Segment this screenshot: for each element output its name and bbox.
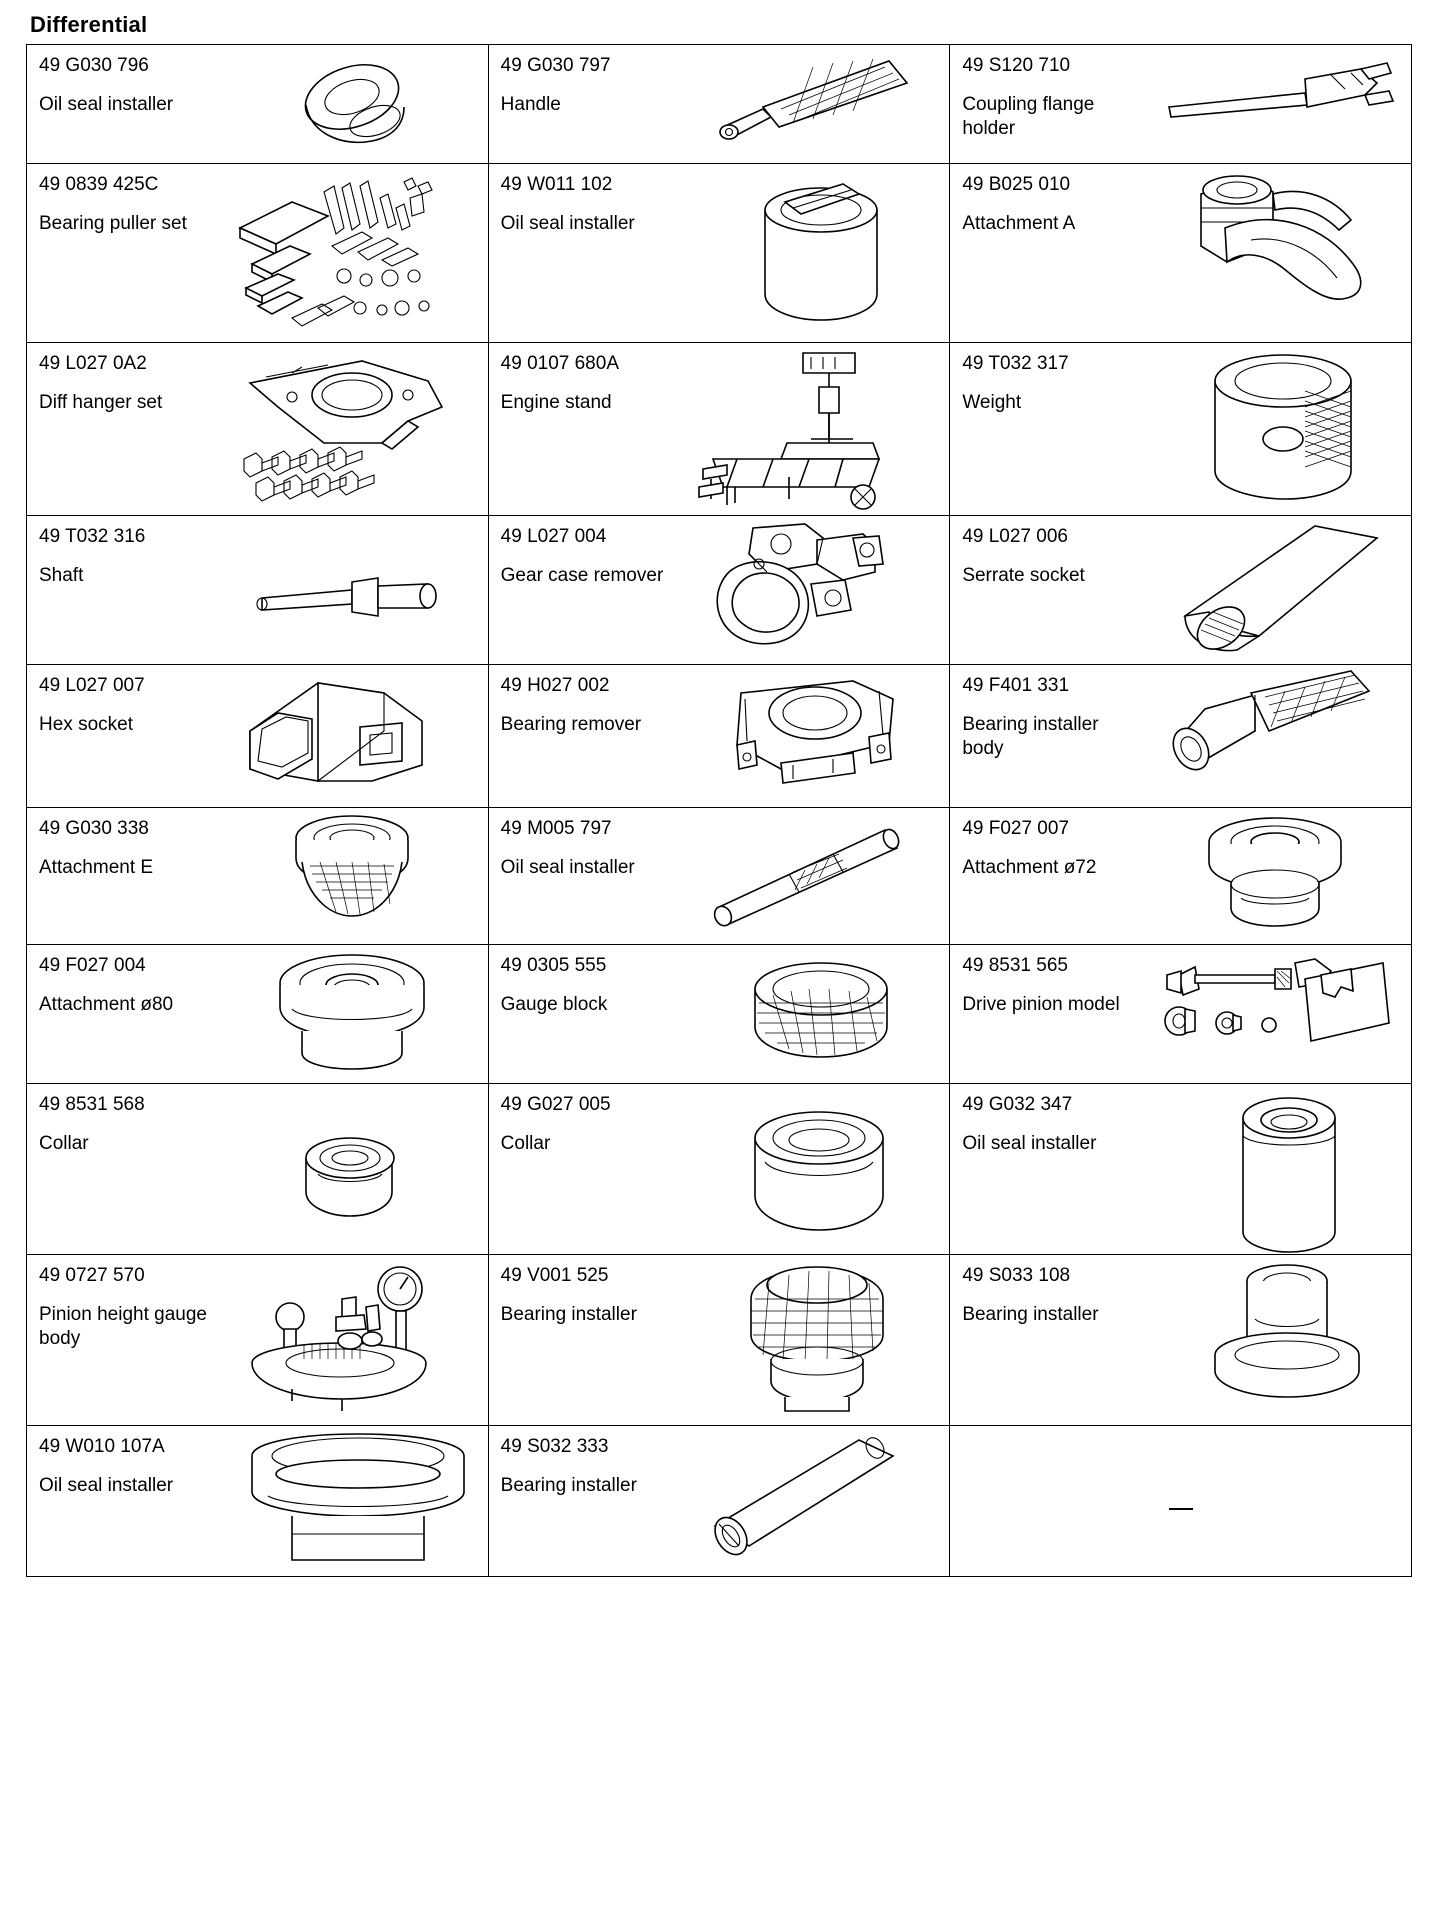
table-row	[27, 343, 1412, 516]
tool-code: 49 0107 680A	[500, 353, 619, 374]
table-row	[27, 945, 1412, 1084]
tool-cell	[488, 164, 950, 343]
tool-code: 49 L027 004	[500, 526, 607, 547]
tool-cell	[27, 45, 489, 164]
tool-desc: Drive pinion model	[962, 994, 1120, 1015]
tool-cell	[488, 1255, 950, 1426]
tool-cell	[27, 1426, 489, 1577]
tool-cell	[950, 516, 1412, 665]
tool-code: 49 L027 007	[39, 675, 145, 696]
tool-cell	[950, 1255, 1412, 1426]
tool-desc: Pinion height gauge body	[39, 1304, 207, 1349]
tool-desc: Oil seal installer	[962, 1133, 1097, 1154]
tool-desc: Gear case remover	[500, 565, 664, 586]
tool-code: 49 G027 005	[500, 1094, 611, 1115]
tool-desc: Bearing puller set	[39, 213, 187, 234]
tool-code: 49 S120 710	[962, 55, 1071, 76]
table-row	[27, 808, 1412, 945]
tool-code: 49 F027 004	[39, 955, 146, 976]
tool-desc: Attachment E	[39, 857, 154, 878]
tool-cell	[950, 808, 1412, 945]
tool-code: 49 V001 525	[500, 1265, 609, 1286]
tool-cell	[27, 808, 489, 945]
tool-desc: Hex socket	[39, 714, 133, 735]
tool-desc: Engine stand	[500, 392, 612, 413]
tool-code: 49 T032 316	[39, 526, 146, 547]
tool-cell	[488, 665, 950, 808]
tool-desc: Serrate socket	[962, 565, 1085, 586]
tool-desc: Coupling flange holder	[962, 94, 1095, 139]
tool-cell	[27, 1255, 489, 1426]
tool-code: 49 T032 317	[962, 353, 1069, 374]
tool-cell	[488, 516, 950, 665]
tool-desc: Collar	[39, 1133, 89, 1154]
tool-code: 49 L027 006	[962, 526, 1068, 547]
tool-code: 49 8531 568	[39, 1094, 145, 1115]
tool-code: 49 F401 331	[962, 675, 1070, 696]
table-row	[27, 1426, 1412, 1577]
tool-code: 49 S032 333	[500, 1436, 609, 1457]
tool-code: 49 G030 796	[39, 55, 149, 76]
tool-code: 49 B025 010	[962, 174, 1071, 195]
tool-cell	[950, 945, 1412, 1084]
tool-code: 49 W011 102	[500, 174, 613, 195]
tool-desc: Bearing installer	[500, 1475, 637, 1496]
tool-cell	[950, 164, 1412, 343]
tool-cell	[27, 1084, 489, 1255]
tool-cell	[950, 45, 1412, 164]
tool-desc: Bearing installer	[962, 1304, 1099, 1325]
tool-cell	[950, 1084, 1412, 1255]
tool-code: 49 0305 555	[500, 955, 607, 976]
tool-desc: Attachment ø80	[39, 994, 174, 1015]
table-row	[27, 1255, 1412, 1426]
tool-code: 49 F027 007	[962, 818, 1070, 839]
table-row	[27, 516, 1412, 665]
tool-code: 49 L027 0A2	[39, 353, 147, 374]
tool-cell	[27, 164, 489, 343]
tool-code: 49 G030 797	[500, 55, 611, 76]
tool-code: 49 H027 002	[500, 675, 610, 696]
tool-cell	[488, 45, 950, 164]
tool-code: 49 0727 570	[39, 1265, 145, 1286]
table-row	[27, 164, 1412, 343]
tool-desc: Collar	[500, 1133, 551, 1154]
tool-desc: Gauge block	[500, 994, 608, 1015]
tool-desc: Bearing remover	[500, 714, 642, 735]
placeholder-dash	[1169, 1508, 1193, 1510]
tool-code: 49 M005 797	[500, 818, 612, 839]
tool-code: 49 0839 425C	[39, 174, 159, 195]
tool-desc: Weight	[962, 392, 1022, 413]
table-row	[27, 1084, 1412, 1255]
tool-cell	[488, 808, 950, 945]
tool-desc: Attachment ø72	[962, 857, 1097, 878]
tool-desc: Attachment A	[962, 213, 1076, 234]
tool-desc: Handle	[500, 94, 561, 115]
tool-desc: Bearing installer	[500, 1304, 637, 1325]
tool-code: 49 S033 108	[962, 1265, 1071, 1286]
tool-desc: Oil seal installer	[39, 94, 174, 115]
tool-desc: Diff hanger set	[39, 392, 163, 413]
tool-cell	[488, 945, 950, 1084]
tool-cell	[488, 1426, 950, 1577]
tool-desc: Oil seal installer	[500, 857, 635, 878]
tool-cell	[27, 945, 489, 1084]
page-title: Differential	[30, 12, 148, 37]
special-tools-table	[26, 44, 1412, 1577]
table-row	[27, 665, 1412, 808]
tool-cell	[27, 516, 489, 665]
table-row	[27, 45, 1412, 164]
tool-code: 49 8531 565	[962, 955, 1068, 976]
tool-desc: Shaft	[39, 565, 84, 586]
tool-cell	[27, 343, 489, 516]
tool-desc: Bearing installer body	[962, 714, 1099, 759]
tool-cell	[488, 343, 950, 516]
tool-cell	[27, 665, 489, 808]
tool-code: 49 W010 107A	[39, 1436, 165, 1457]
tool-code: 49 G032 347	[962, 1094, 1073, 1115]
tool-desc: Oil seal installer	[39, 1475, 174, 1496]
tool-desc: Oil seal installer	[500, 213, 635, 234]
tool-cell-empty	[950, 1426, 1412, 1577]
tool-code: 49 G030 338	[39, 818, 149, 839]
tool-cell	[488, 1084, 950, 1255]
tool-cell	[950, 343, 1412, 516]
tool-cell	[950, 665, 1412, 808]
